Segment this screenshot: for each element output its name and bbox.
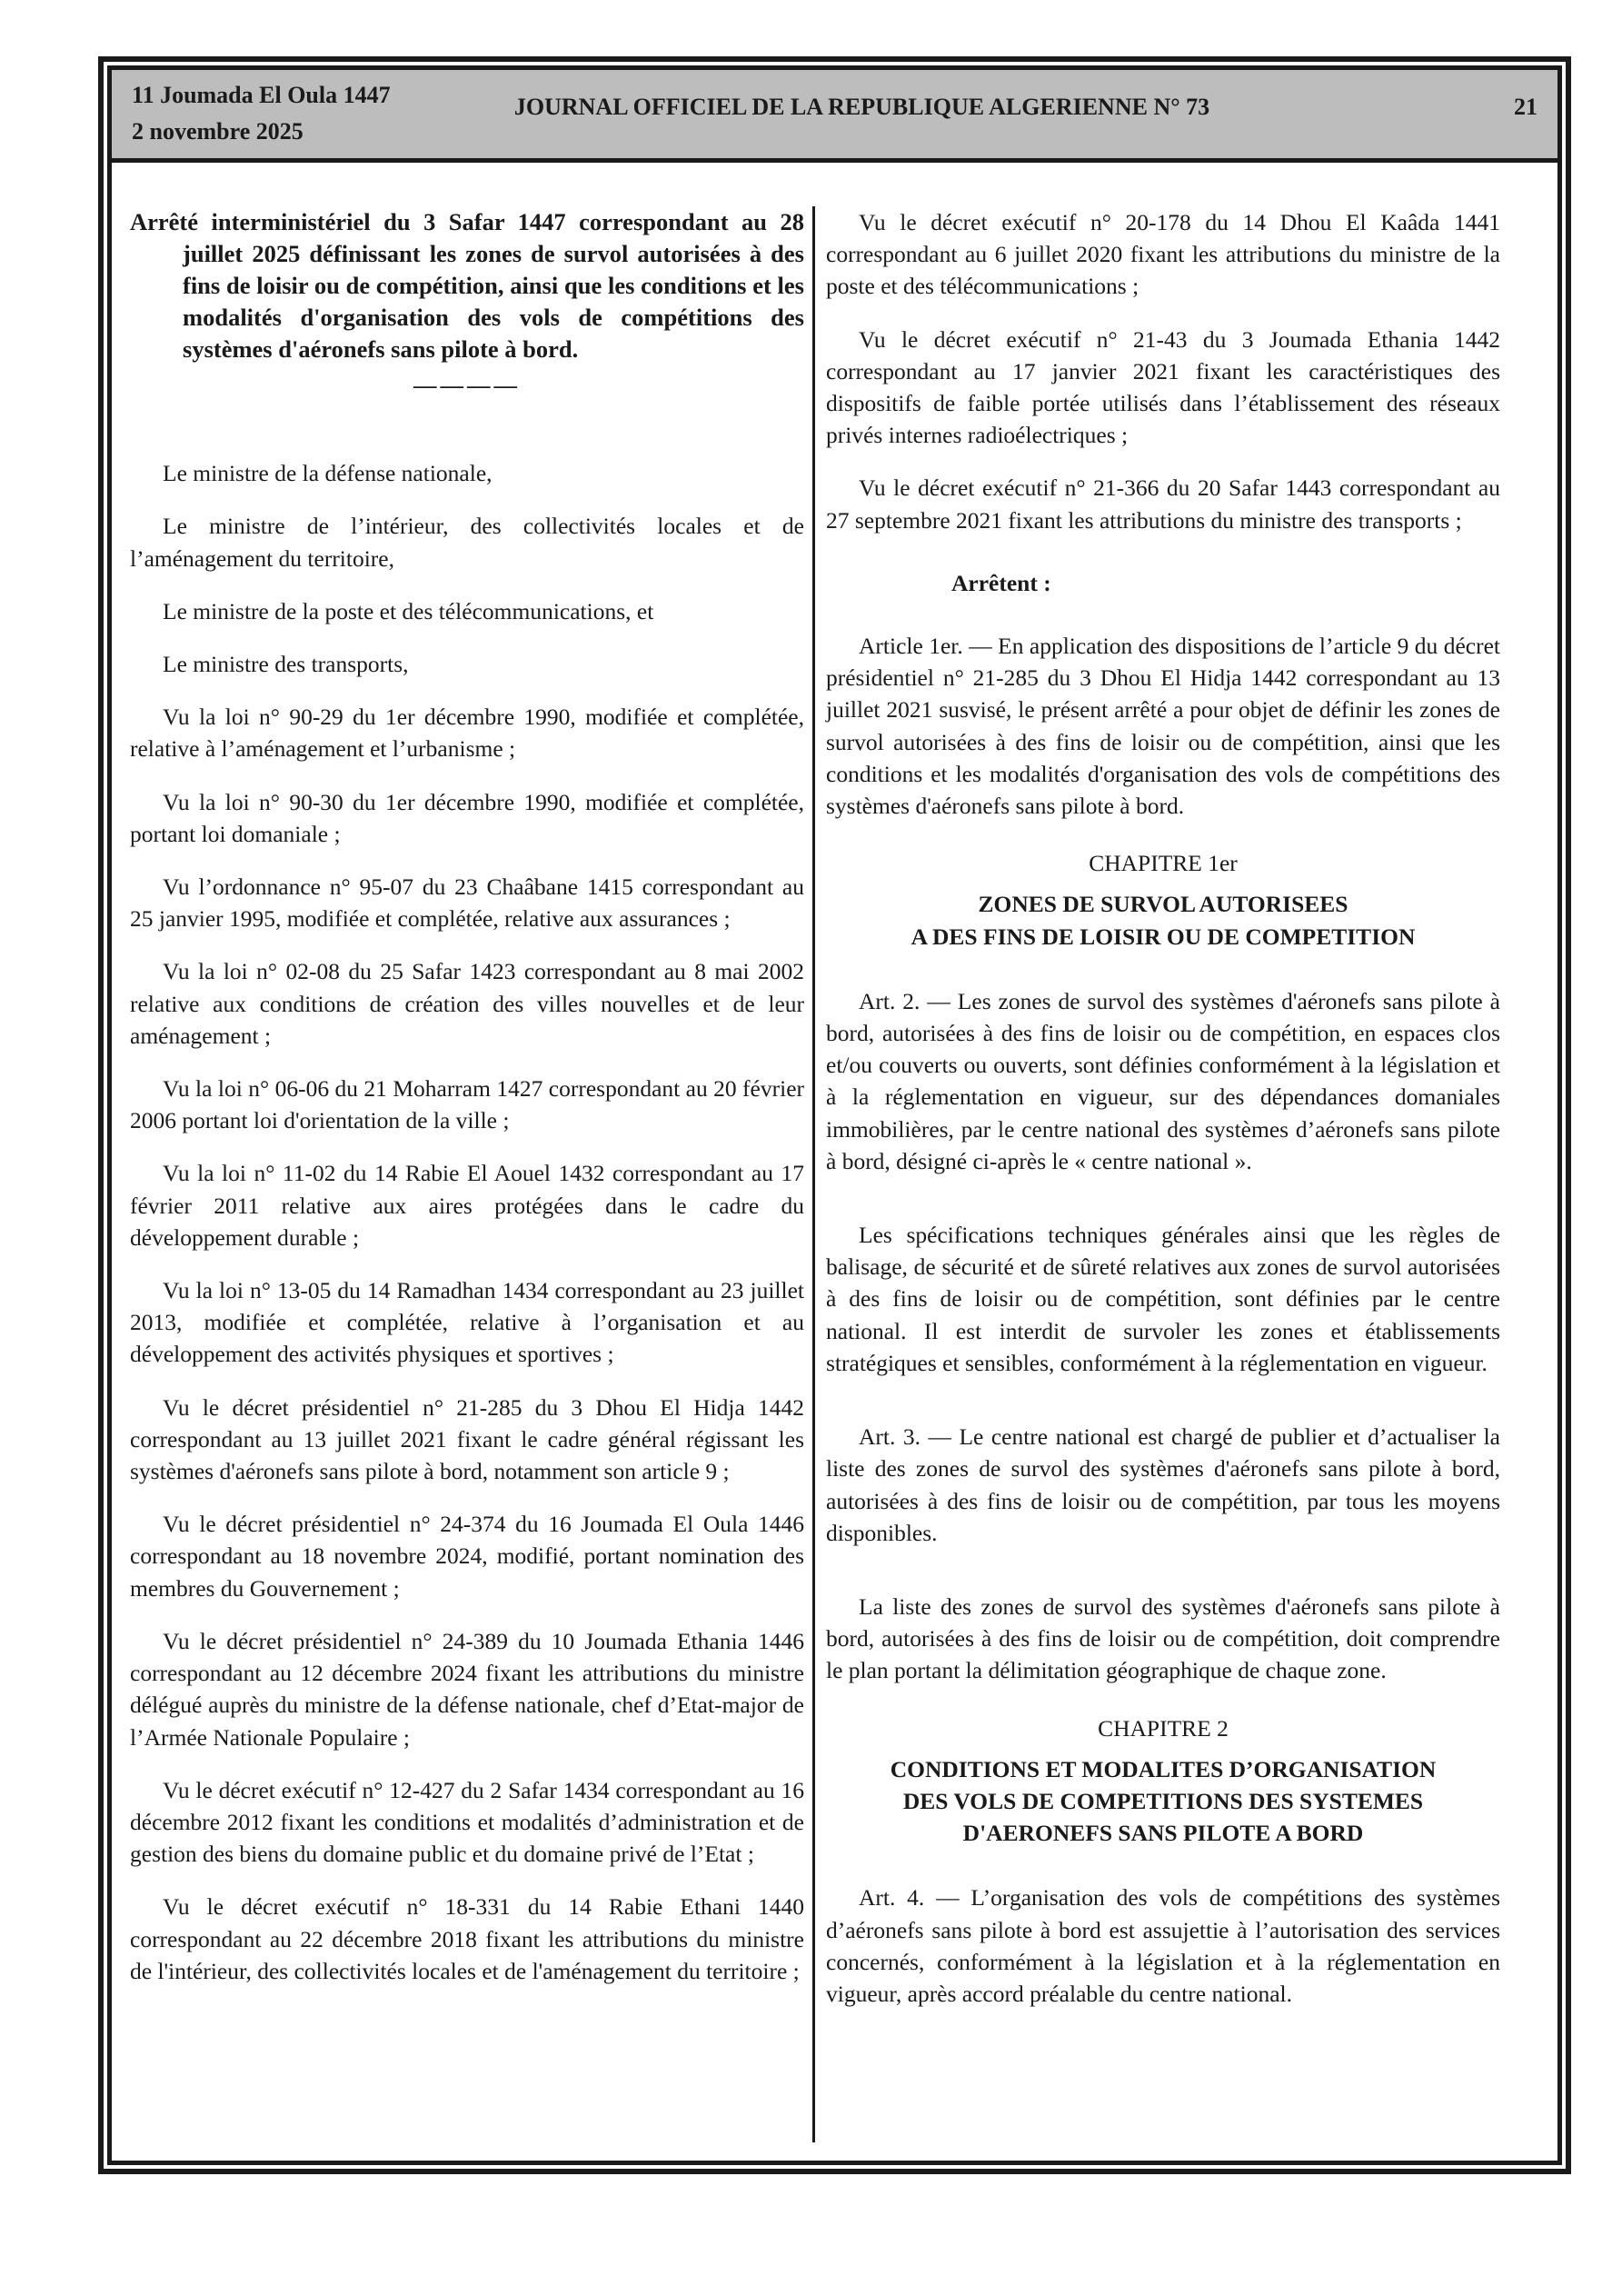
- chapter-2-title-line: CONDITIONS ET MODALITES D’ORGANISATION: [890, 1755, 1437, 1782]
- preamble-paragraph: Le ministre de la défense nationale,: [163, 460, 493, 487]
- visa-paragraph: Vu le décret présidentiel n° 24-389 du 10 Joumada Ethania 1446 correspondant au 12 décembre 2024 fixant les attributions du ministre délégué auprès du ministre de la défense nationale, chef d’Etat-major de l’Armée Nationale Populaire ;: [130, 1627, 804, 1751]
- article-2: Art. 2. — Les zones de survol des systèmes d'aéronefs sans pilote à bord, autorisées à des fins de loisir ou de compétition, en espaces clos et/ou couverts ou ouverts, sont définies conformément à la législation et à la réglementation en vigueur, sur des dépendances domaniales immobilières, par le centre national des systèmes d’aéronefs sans pilote à bord, désigné ci-après le « centre national ».: [826, 987, 1500, 1174]
- article-3-paragraph-2: La liste des zones de survol des systèmes d'aéronefs sans pilote à bord, autorisées à des fins de loisir ou de compétition, doit comprendre le plan portant la délimitation géographique de chaque zone.: [826, 1592, 1500, 1684]
- chapter-1-label: CHAPITRE 1er: [1089, 850, 1238, 877]
- header-gregorian-date: 2 novembre 2025: [132, 118, 304, 145]
- page-number: 21: [1514, 94, 1537, 120]
- preamble-paragraph: Le ministre des transports,: [163, 651, 409, 678]
- chapter-1-title: [826, 888, 1500, 952]
- page-frame-outer: [98, 56, 1571, 2174]
- article-3: Art. 3. — Le centre national est chargé de publier et d’actualiser la liste des zones de survol des systèmes d'aéronefs sans pilote à bord, autorisées à des fins de loisir ou de compétition, par tous les moyens disponibles.: [826, 1423, 1500, 1546]
- arretent-heading: Arrêtent :: [951, 569, 1051, 596]
- visa-paragraph: Vu la loi n° 11-02 du 14 Rabie El Aouel 1432 correspondant au 17 février 2011 relative aux aires protégées dans le cadre du développement durable ;: [130, 1160, 804, 1251]
- article-1: Article 1er. — En application des dispositions de l’article 9 du décret présidentiel n° 21-285 du 3 Dhou El Hidja 1442 correspondant au 13 juillet 2021 susvisé, le présent arrêté a pour objet de définir les zones de survol autorisées à des fins de loisir ou de compétition, ainsi que les conditions et les modalités d'organisation des vols de compétitions des systèmes d'aéronefs sans pilote à bord.: [826, 633, 1500, 820]
- chapter-1-title-line: A DES FINS DE LOISIR OU DE COMPETITION: [911, 923, 1416, 950]
- visa-paragraph: Vu le décret présidentiel n° 24-374 du 16 Joumada El Oula 1446 correspondant au 18 novembre 2024, modifié, portant nomination des membres du Gouvernement ;: [130, 1511, 804, 1602]
- chapter-2-title: [826, 1753, 1500, 1850]
- visa-paragraph: Vu la loi n° 90-30 du 1er décembre 1990, modifiée et complétée, portant loi domaniale ;: [130, 788, 804, 847]
- left-column: [130, 206, 804, 2008]
- visa-paragraph: Vu le décret exécutif n° 12-427 du 2 Safar 1434 correspondant au 16 décembre 2012 fixant les conditions et modalités d’administration et de gestion des biens du domaine public et du domaine privé de l’Etat ;: [130, 1776, 804, 1868]
- visa-paragraph: Vu le décret exécutif n° 18-331 du 14 Rabie Ethani 1440 correspondant au 22 décembre 2018 fixant les attributions du ministre de l'intérieur, des collectivités locales et de l'aménagement du territoire ;: [130, 1893, 804, 1984]
- column-divider: [812, 206, 815, 2142]
- visa-paragraph: Vu le décret exécutif n° 21-366 du 20 Safar 1443 correspondant au 27 septembre 2021 fixant les attributions du ministre des transports ;: [826, 474, 1500, 534]
- header-hijri-date: 11 Joumada El Oula 1447: [132, 82, 391, 108]
- page-header: [112, 70, 1557, 163]
- visa-paragraph: Vu la loi n° 90-29 du 1er décembre 1990, modifiée et complétée, relative à l’aménagement et l’urbanisme ;: [130, 704, 804, 763]
- preamble-paragraph: Le ministre de l’intérieur, des collectivités locales et de l’aménagement du territoire,: [130, 513, 804, 572]
- chapter-2-title-line: D'AERONEFS SANS PILOTE A BORD: [962, 1820, 1364, 1847]
- page-frame-inner: [107, 65, 1562, 2165]
- article-2-paragraph-2: Les spécifications techniques générales ainsi que les règles de balisage, de sécurité et de sûreté relatives aux zones de survol autorisées à des fins de loisir ou de compétition, sont définies par le centre national. Il est interdit de survoler les zones et établissements stratégiques et sensibles, conformément à la réglementation en vigueur.: [826, 1222, 1500, 1376]
- chapter-2-label: CHAPITRE 2: [1098, 1714, 1229, 1742]
- visa-paragraph: Vu la loi n° 02-08 du 25 Safar 1423 correspondant au 8 mai 2002 relative aux conditions de création des villes nouvelles et de leur aménagement ;: [130, 958, 804, 1049]
- right-column: [826, 206, 1500, 2031]
- visa-paragraph: Vu le décret exécutif n° 21-43 du 3 Joumada Ethania 1442 correspondant au 17 janvier 2021 fixant les caractéristiques des dispositifs de faible portée utilisés dans l’établissement des réseaux privés internes radioélectriques ;: [826, 325, 1500, 449]
- title-separator: ————: [413, 372, 521, 398]
- visa-paragraph: Vu la loi n° 06-06 du 21 Moharram 1427 correspondant au 20 février 2006 portant loi d'orientation de la ville ;: [130, 1075, 804, 1134]
- chapter-2-title-line: DES VOLS DE COMPETITIONS DES SYSTEMES: [902, 1787, 1424, 1814]
- chapter-1-title-line: ZONES DE SURVOL AUTORISEES: [978, 891, 1348, 918]
- visa-paragraph: Vu le décret exécutif n° 20-178 du 14 Dhou El Kaâda 1441 correspondant au 6 juillet 2020 fixant les attributions du ministre de la poste et des télécommunications ;: [826, 209, 1500, 300]
- preamble-paragraph: Le ministre de la poste et des télécommunications, et: [163, 597, 654, 624]
- article-4: Art. 4. — L’organisation des vols de compétitions des systèmes d’aéronefs sans pilote à bord est assujettie à l’autorisation des services concernés, conformément à la législation et à la réglementation en vigueur, après accord préalable du centre national.: [826, 1884, 1500, 2007]
- visa-paragraph: Vu l’ordonnance n° 95-07 du 23 Chaâbane 1415 correspondant au 25 janvier 1995, modifiée et complétée, relative aux assurances ;: [130, 873, 804, 933]
- visa-paragraph: Vu le décret présidentiel n° 21-285 du 3 Dhou El Hidja 1442 correspondant au 13 juillet 2021 fixant le cadre général régissant les systèmes d'aéronefs sans pilote à bord, notamment son article 9 ;: [130, 1393, 804, 1485]
- journal-title: JOURNAL OFFICIEL DE LA REPUBLIQUE ALGERIENNE N° 73: [513, 94, 1210, 120]
- visa-paragraph: Vu la loi n° 13-05 du 14 Ramadhan 1434 correspondant au 23 juillet 2013, modifiée et complétée, relative à l’organisation et au développement des activités physiques et sportives ;: [130, 1277, 804, 1368]
- decree-title: Arrêté interministériel du 3 Safar 1447 correspondant au 28 juillet 2025 définissant les zones de survol autorisées à des fins de loisir ou de compétition, ainsi que les conditions et les modalités d'organisation des vols de compétitions des systèmes d'aéronefs sans pilote à bord.: [130, 208, 804, 363]
